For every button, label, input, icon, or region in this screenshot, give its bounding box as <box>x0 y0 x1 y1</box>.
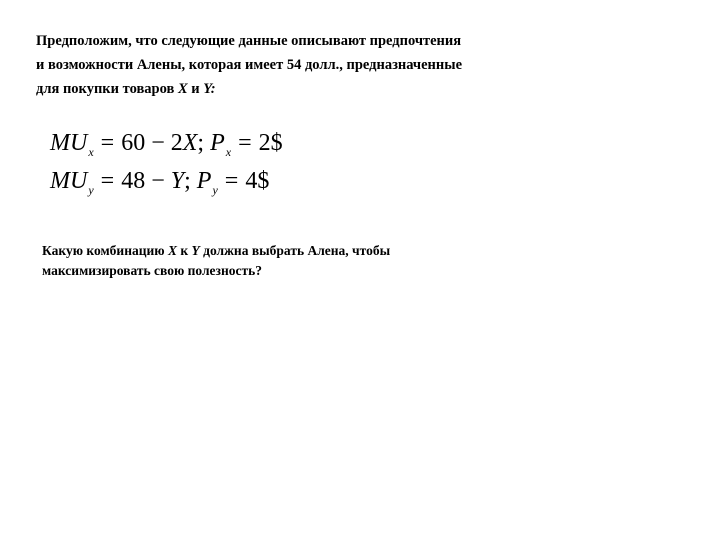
equals-sign: = <box>224 168 239 194</box>
mu-symbol: MU <box>50 168 88 194</box>
problem-line-1: Предположим, что следующие данные описывают предпочтения <box>36 33 462 49</box>
problem-line-3 <box>36 77 636 101</box>
price-symbol: P <box>210 130 225 156</box>
price-subscript: y <box>212 183 218 197</box>
conjunction-and: и <box>187 81 204 97</box>
price-subscript: x <box>225 145 232 159</box>
mu-symbol: MU <box>50 130 88 156</box>
formula-expression: 48 − <box>121 168 171 194</box>
price-value: 2$ <box>258 130 283 156</box>
formula-mu-y <box>50 162 283 200</box>
good-y-label: Y <box>191 243 200 258</box>
equals-sign: = <box>100 130 115 156</box>
question-text <box>42 241 642 281</box>
problem-line-3-prefix: для покупки товаров <box>36 81 178 97</box>
formula-mu-x <box>50 124 283 162</box>
formula-separator: ; <box>197 130 211 156</box>
good-x-label: X <box>177 81 188 97</box>
price-symbol: P <box>196 168 212 194</box>
good-y-label: Y: <box>203 81 216 97</box>
mu-subscript: y <box>88 183 94 197</box>
good-x-label: X <box>167 243 177 258</box>
question-prefix: Какую комбинацию <box>42 243 168 258</box>
formula-variable: X <box>182 130 198 156</box>
problem-statement <box>36 29 636 101</box>
equals-sign: = <box>100 168 115 194</box>
problem-line-2: и возможности Алены, которая имеет 54 долл., предназначенные <box>36 57 463 73</box>
question-suffix: должна выбрать Алена, чтобы <box>199 243 391 258</box>
formula-separator: ; <box>184 168 197 194</box>
conjunction-k: к <box>177 243 192 258</box>
formula-block <box>50 124 283 200</box>
question-line-1 <box>42 241 642 261</box>
formula-expression: 60 − 2 <box>121 130 183 156</box>
mu-subscript: x <box>88 145 94 159</box>
formula-variable: Y <box>170 168 185 194</box>
question-line-2: максимизировать свою полезность? <box>42 263 263 278</box>
price-value: 4$ <box>245 168 270 194</box>
equals-sign: = <box>238 130 252 156</box>
